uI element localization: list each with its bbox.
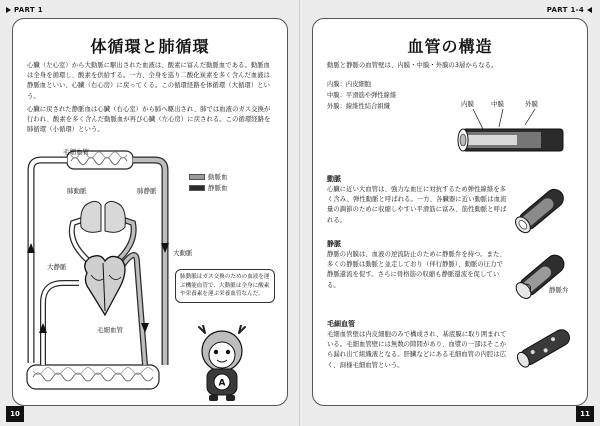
page-title-right: 血管の構造 [407,37,493,56]
callout-bubble: 肺動脈はガス交換のための血液を運ぶ機能血管で、大動脈は全身に酸素や栄養素を運ぶ栄養血管なんだ。 [175,269,275,303]
vein-illustration [509,245,579,307]
right-panel [312,18,588,406]
vessel-inner-layer [463,135,517,145]
artery-illustration [509,179,579,243]
right-page [300,0,600,426]
label-pulmonary-vein: 肺静脈 [137,187,157,195]
capillary-illustration [513,319,579,379]
label-pulmonary-artery: 肺動脈 [67,187,87,195]
label-aorta: 大動脈 [173,249,193,257]
label-vena-cava: 大静脈 [47,263,67,271]
label-inner-layer: 内膜 [461,100,474,108]
heading-artery: 動脈 [327,175,341,183]
heading-capillary: 毛細血管 [327,320,355,328]
label-capillary-bottom: 毛細血管 [97,326,123,334]
lung-right [105,201,125,232]
layer-item-outer: 外膜：線維性結合組織 [327,103,390,110]
page-number-left: 10 [6,406,24,422]
legend-swatch-artery [189,174,205,180]
artery-text: 心臓に近い大血管は、強力な血圧に対抗するため弾性線維を多く含み、弾性動脈と呼ばれる。一方、各臓器に近い動脈は血流量の調節のために収縮しやすい平滑筋に富み、筋性動脈と呼ばれる。 [327,186,507,224]
layer-item-inner: 内膜：内皮細胞 [327,81,372,88]
lung-left [81,201,101,232]
part-label-right: PART 1-4 [547,6,592,14]
left-panel [12,18,288,406]
vein-text: 静脈の内膜は、血液の逆流防止のために静脈弁を持つ。また、多くの静脈は動脈と並走しており（伴行静脈）、動脈の圧力で静脈還流を促す。さらに骨格筋の収縮も静脈還流を促している。 [327,251,506,289]
part-label-left: PART 1 [6,6,43,14]
label-outer-layer: 外膜 [525,100,538,108]
mascot-icon [189,325,255,403]
arrow-left-icon [587,7,592,13]
page-number-right: 11 [576,406,594,422]
capillary-text: 毛細血管壁は内皮細胞のみで構成され、基底膜に取り囲まれている。毛細血管壁には無数の隙間があり、血漿の一部はそこから漏れ出て組織液となる。肝臓などにある毛細血管の内腔は広く、洞様毛細血管という。 [327,331,507,369]
arrow-right-icon [6,7,11,13]
layer-list [327,79,396,112]
paragraph-pulmonary: 心臓に戻された静脈血は心臓（右心室）から肺へ駆出され、肺では血液のガス交換が行われ、酸素を多く含んだ動脈血が再び心臓（左心房）に戻される。この循環経路を肺循環（小循環）という。 [27,106,271,134]
legend-item-vein: 静脈血 [189,182,228,193]
paragraph-systemic: 心臓（左心室）から大動脈に駆出された血液は、酸素に富んだ動脈血である。動脈血は全身を循環し、酸素を供給する。一方、全身を巡り二酸化炭素を多く含んだ血液は静脈血といい、心臓（右心房）に戻ってくる。この循環経路を体循環（大循環）という。 [27,62,271,100]
page-title-left: 体循環と肺循環 [90,37,210,56]
mascot-letter: A [218,378,226,389]
legend [189,171,228,193]
label-capillary-top: 毛細血管 [63,148,89,156]
intro-text: 動脈と静脈の血管壁は、内膜・中膜・外膜の3層からなる。 [327,62,498,69]
heading-vein: 静脈 [327,240,341,248]
label-venous-valve: 静脈弁 [549,286,569,294]
layer-item-middle: 中膜：平滑筋や弾性線維 [327,92,397,99]
legend-swatch-vein [189,185,205,191]
label-middle-layer: 中膜 [491,100,504,108]
vessel-layers-diagram [453,99,579,159]
circulation-diagram [17,143,187,405]
legend-item-artery: 動脈血 [189,171,228,182]
